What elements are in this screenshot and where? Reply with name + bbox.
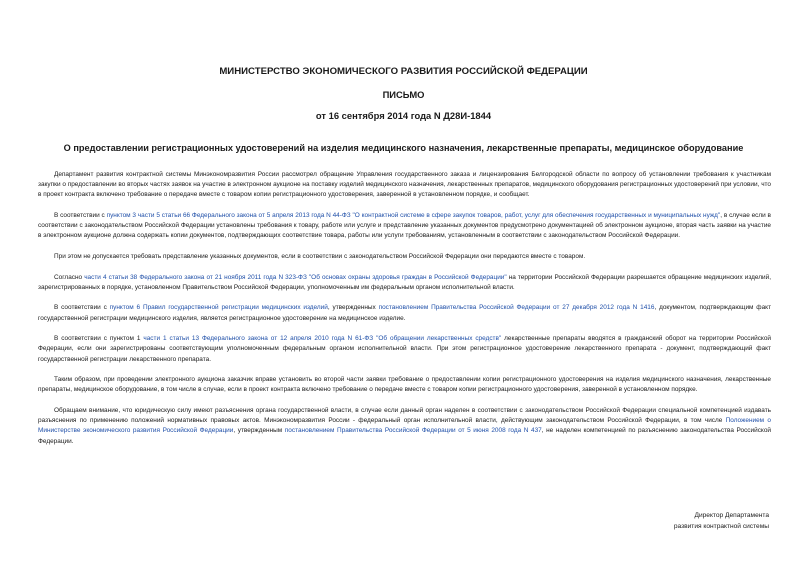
law-link-61fz[interactable]: части 1 статьи 13 Федерального закона от 12 апреля 2010 года N 61-ФЗ "Об обращении лекарственных средств": [143, 335, 502, 343]
paragraph-text: Департамент развития контрактной системы Минэкономразвития России рассмотрел обращение Управления государственного заказа и лицензирования Белгородской области по вопросу об установлении требования к участникам закупки о предоставлении во вторых частях заявок на участие в электронном аукционе на поставку изделий медицинского назначения, лекарственных препаратов, медицинского оборудования регистрационных удостоверений при условии, что в проект контракта включено требование о передаче вместе с товаром копии регистрационного удостоверения, заверенной в установленном порядке, и сообщает.: [38, 171, 771, 199]
paragraph-text: лекарственные препараты вводятся в гражданский оборот на территории Российской Федерации, если они зарегистрированы соответствующим уполномоченным федеральным органом исполнительной власти. При этом регистрационное удостоверение лекарственного препарата - документ, подтверждающий факт государственной регистрации лекарственного препарата.: [38, 335, 771, 363]
regulation-link-ministry[interactable]: Положением о Министерстве экономического развития Российской Федерации: [38, 417, 771, 435]
paragraph-text: , утвержденных: [327, 304, 379, 312]
paragraph-3: [38, 252, 771, 262]
paragraph-text: При этом не допускается требовать представление указанных документов, если в соответствии с законодательством Российской Федерации они передаются вместе с товаром.: [54, 253, 586, 260]
paragraph-7: [38, 375, 771, 395]
ministry-title: МИНИСТЕРСТВО ЭКОНОМИЧЕСКОГО РАЗВИТИЯ РОССИЙСКОЙ ФЕДЕРАЦИИ: [219, 66, 588, 77]
letter-body: [38, 170, 771, 457]
decree-link-1416[interactable]: постановлением Правительства Российской Федерации от 27 декабря 2012 года N 1416: [378, 304, 655, 312]
paragraph-text: , документом, подтверждающим факт государственной регистрации медицинского изделия, является регистрационное удостоверение на медицинское изделие.: [38, 304, 772, 322]
paragraph-text: , утвержденным: [233, 427, 285, 435]
signature-title: Директор Департамента: [694, 512, 769, 519]
paragraph-8: [38, 406, 771, 447]
law-link-44fz[interactable]: пунктом 3 части 5 статьи 66 Федерального закона от 5 апреля 2013 года N 44-ФЗ "О контрактной системе в сфере закупок товаров, работ, услуг для обеспечения государственных и муниципальных нужд": [106, 212, 721, 219]
paragraph-text: Согласно: [54, 273, 85, 281]
decree-link-437[interactable]: постановлением Правительства Российской Федерации от 5 июня 2008 года N 437: [284, 427, 542, 435]
law-link-323fz[interactable]: части 4 статьи 38 Федерального закона от 21 ноября 2011 года N 323-ФЗ "Об основах охраны здоровья граждан в Российской Федерации": [84, 273, 507, 281]
signature-block: [674, 510, 769, 532]
document-type: ПИСЬМО: [382, 89, 425, 100]
document-date: от 16 сентября 2014 года N Д28И-1844: [315, 110, 492, 121]
paragraph-4: [38, 273, 771, 293]
paragraph-text: Таким образом, при проведении электронного аукциона заказчик вправе установить во второй части заявки требование о предоставлении копии регистрационного удостоверения на изделия медицинского назначения, лекарственные препараты, медицинское оборудование, в том числе в случае, если в проект контракта включено требование о передаче вместе с товаром копии регистрационного удостоверения, заверенной в установленном порядке.: [38, 376, 771, 394]
paragraph-text: , не наделен компетенцией по разъяснению законодательства Российской Федерации.: [38, 427, 771, 445]
paragraph-6: [38, 334, 771, 365]
paragraph-5: [38, 303, 771, 323]
signature-department: развития контрактной системы: [673, 523, 769, 530]
paragraph-2: [38, 211, 771, 242]
document-subject: О предоставлении регистрационных удостоверений на изделия медицинского назначения, лекарственные препараты, медицинское оборудование: [63, 143, 744, 153]
paragraph-text: Обращаем внимание, что юридическую силу имеют разъяснения органа государственной власти, в случае если данный орган наделен в соответствии с законодательством Российской Федерации специальной компетенцией издавать разъяснения по применению положений нормативных правовых актов. Минэкономразвития России - федеральный орган исполнительной власти, действующим законодательством Российской Федерации, в том числе: [38, 406, 771, 425]
paragraph-text: , в случае если в соответствии с законодательством Российской Федерации установлены требования к товару, работе или услуге и представление указанных документов предусмотрено документацией об электронном аукционе, вторая часть заявки на участие в электронном аукционе должна содержать копии документов, подтверждающих соответствие товара, работы или услуги требованиям, установленным в соответствии с законодательством Российской Федерации.: [38, 212, 771, 240]
paragraph-text: В соответствии с: [54, 212, 107, 219]
paragraph-text: на территории Российской Федерации разрешается обращение медицинских изделий, зарегистрированных в порядке, установленном Правительством Российской Федерации, уполномоченным им федеральным органом исполнительной власти.: [38, 273, 772, 291]
paragraph-text: В соответствии с: [54, 304, 110, 312]
paragraph-text: В соответствии с пунктом 1: [54, 335, 144, 343]
rules-link-registration[interactable]: пунктом 6 Правил государственной регистрации медицинских изделий: [109, 304, 328, 312]
paragraph-1: [38, 170, 771, 201]
